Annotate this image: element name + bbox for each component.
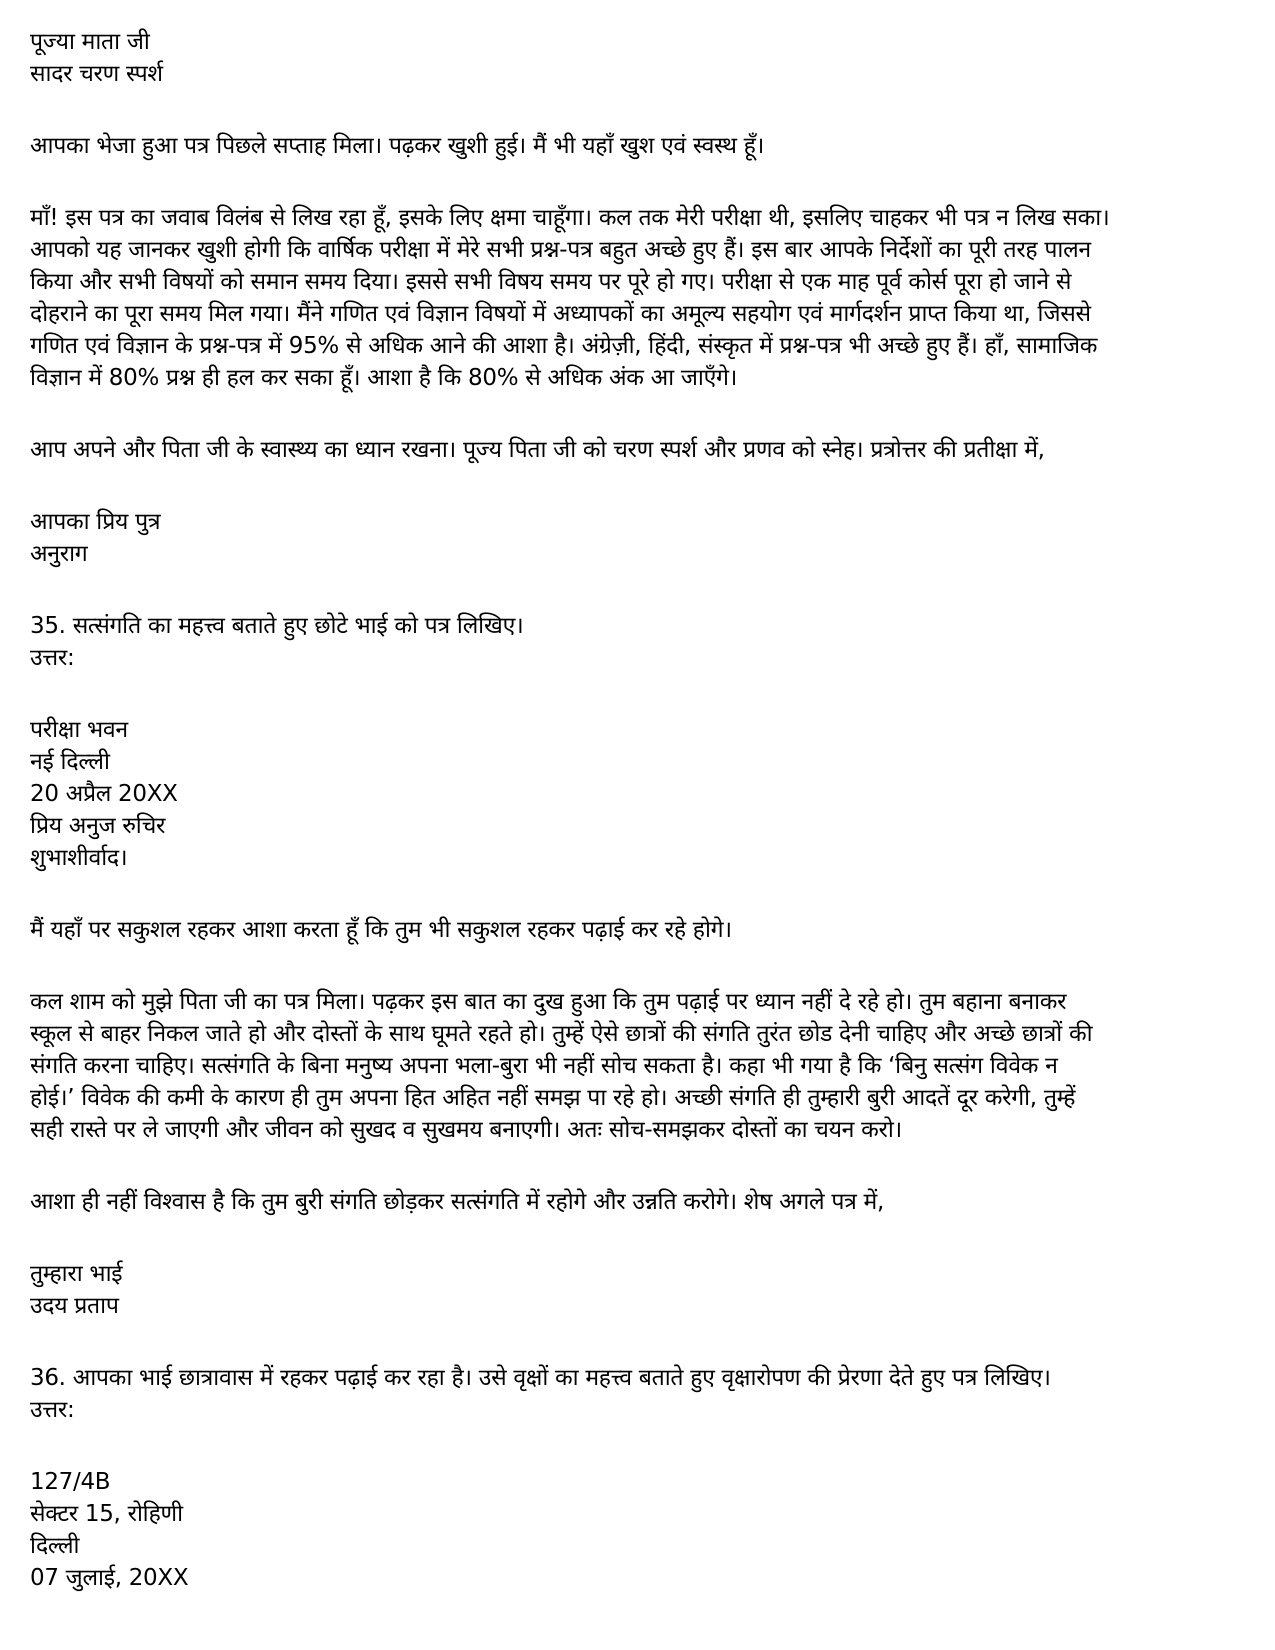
- letter1-salutation: पूज्या माता जी: [30, 29, 150, 55]
- paragraph-line: संगति करना चाहिए। सत्संगति के बिना मनुष्य अपना भला-बुरा भी नहीं सोच सकता है। कहा भी गया है कि ‘बिनु सत्संग विवेक न: [30, 1053, 1058, 1079]
- document-page: [30, 26, 1255, 1594]
- question-35-paragraph-3: आशा ही नहीं विश्वास है कि तुम बुरी संगति छोड़कर सत्संगति में रहोगे और उन्नति करोगे। शेष अगले पत्र में,: [30, 1189, 885, 1215]
- address-line: सेक्टर 15, रोहिणी: [30, 1501, 183, 1527]
- paragraph-line: सही रास्ते पर ले जाएगी और जीवन को सुखद व सुखमय बनाएगी। अतः सोच-समझकर दोस्तों का चयन करो।: [30, 1117, 902, 1143]
- address-line: दिल्ली: [30, 1533, 80, 1559]
- paragraph-line: कल शाम को मुझे पिता जी का पत्र मिला। पढ़कर इस बात का दुख हुआ कि तुम पढ़ाई पर ध्यान नहीं दे रहे हो। तुम बहाना बनाकर: [30, 989, 1067, 1015]
- question-35-signature: उदय प्रताप: [30, 1293, 119, 1319]
- question-35-address: [30, 714, 1255, 874]
- letter1-paragraph-1: आपका भेजा हुआ पत्र पिछले सप्ताह मिला। पढ़कर खुशी हुई। मैं भी यहाँ खुश एवं स्वस्थ हूँ।: [30, 133, 764, 159]
- question-35-heading: 35. सत्संगति का महत्त्व बताते हुए छोटे भाई को पत्र लिखिए।: [30, 613, 524, 639]
- paragraph-line: माँ! इस पत्र का जवाब विलंब से लिख रहा हूँ, इसके लिए क्षमा चाहूँगा। कल तक मेरी परीक्षा थी, इसलिए चाहकर भी पत्र न लिख सका।: [30, 205, 1110, 231]
- question-36-heading: 36. आपका भाई छात्रावास में रहकर पढ़ाई कर रहा है। उसे वृक्षों का महत्त्व बताते हुए वृक्षारोपण की प्रेरणा देते हुए पत्र लिखिए।: [30, 1365, 1051, 1391]
- question-35-closing: तुम्हारा भाई: [30, 1261, 123, 1287]
- letter1-paragraph-2: [30, 202, 1255, 394]
- address-line: नई दिल्ली: [30, 749, 110, 775]
- letter1-signature: अनुराग: [30, 541, 88, 567]
- letter1-greeting: सादर चरण स्पर्श: [30, 61, 163, 87]
- address-line: 20 अप्रैल 20XX: [30, 781, 178, 807]
- question-35-paragraph-2: [30, 986, 1255, 1146]
- letter1-closing: आपका प्रिय पुत्र: [30, 509, 161, 535]
- question-36-answer-label: उत्तर:: [30, 1397, 75, 1423]
- address-line: 07 जुलाई, 20XX: [30, 1565, 189, 1591]
- question-35-answer-label: उत्तर:: [30, 645, 75, 671]
- paragraph-line: दोहराने का पूरा समय मिल गया। मैंने गणित एवं विज्ञान विषयों में अध्यापकों का अमूल्य सहयोग एवं मार्गदर्शन प्राप्त किया था, जिससे: [30, 301, 1091, 327]
- question-35-paragraph-1: मैं यहाँ पर सकुशल रहकर आशा करता हूँ कि तुम भी सकुशल रहकर पढ़ाई कर रहे होगे।: [30, 917, 732, 943]
- paragraph-line: होई।’ विवेक की कमी के कारण ही तुम अपना हित अहित नहीं समझ पा रहे हो। अच्छी संगति ही तुम्हारी बुरी आदतें दूर करेगी, तुम्हें: [30, 1085, 1076, 1111]
- paragraph-line: किया और सभी विषयों को समान समय दिया। इससे सभी विषय समय पर पूरे हो गए। परीक्षा से एक माह पूर्व कोर्स पूरा हो जाने से: [30, 269, 1072, 295]
- address-line: शुभाशीर्वाद।: [30, 845, 128, 871]
- paragraph-line: स्कूल से बाहर निकल जाते हो और दोस्तों के साथ घूमते रहते हो। तुम्हें ऐसे छात्रों की संगति तुरंत छोड देनी चाहिए और अच्छे छात्रों की: [30, 1021, 1093, 1047]
- address-line: परीक्षा भवन: [30, 717, 128, 743]
- letter1-paragraph-3: आप अपने और पिता जी के स्वास्थ्य का ध्यान रखना। पूज्य पिता जी को चरण स्पर्श और प्रणव को स्नेह। प्रत्रोत्तर की प्रतीक्षा में,: [30, 437, 1045, 463]
- address-line: 127/4B: [30, 1469, 111, 1495]
- question-36-address: [30, 1466, 1255, 1594]
- address-line: प्रिय अनुज रुचिर: [30, 813, 166, 839]
- paragraph-line: गणित एवं विज्ञान के प्रश्न-पत्र में 95% से अधिक आने की आशा है। अंग्रेज़ी, हिंदी, संस्कृत में प्रश्न-पत्र भी अच्छे हुए हैं। हाँ, सामाजिक: [30, 333, 1098, 359]
- paragraph-line: आपको यह जानकर खुशी होगी कि वार्षिक परीक्षा में मेरे सभी प्रश्न-पत्र बहुत अच्छे हुए हैं। इस बार आपके निर्देशों का पूरी तरह पालन: [30, 237, 1091, 263]
- paragraph-line: विज्ञान में 80% प्रश्न ही हल कर सका हूँ। आशा है कि 80% से अधिक अंक आ जाएँगे।: [30, 365, 738, 391]
